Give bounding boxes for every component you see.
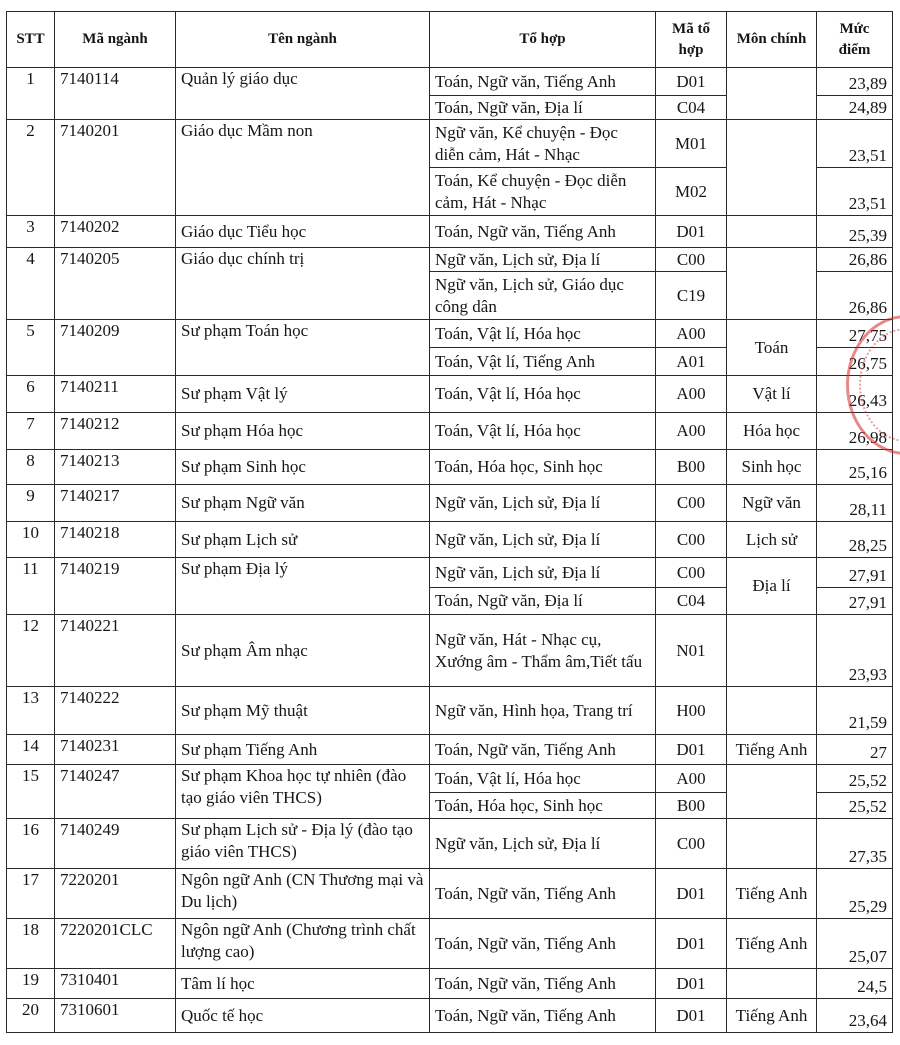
row-combination: Ngữ văn, Kể chuyện - Đọc diễn cảm, Hát - Nhạc xyxy=(430,120,656,168)
row-combination-code: C00 xyxy=(656,485,727,522)
table-row xyxy=(7,485,893,522)
row-major-name: Sư phạm Tiếng Anh xyxy=(176,735,430,765)
header-main-subject: Môn chính xyxy=(727,12,817,68)
row-major-code: 7140209 xyxy=(55,320,176,376)
row-major-code: 7140222 xyxy=(55,687,176,735)
row-score: 23,93 xyxy=(817,615,893,687)
row-score: 26,86 xyxy=(817,248,893,272)
row-score: 23,89 xyxy=(817,68,893,96)
row-stt: 2 xyxy=(7,120,55,216)
row-major-code: 7140212 xyxy=(55,413,176,450)
table-row xyxy=(7,376,893,413)
row-stt: 20 xyxy=(7,999,55,1033)
row-major-code: 7140218 xyxy=(55,522,176,558)
row-combination: Toán, Ngữ văn, Tiếng Anh xyxy=(430,869,656,919)
row-score: 21,59 xyxy=(817,687,893,735)
row-major-name: Sư phạm Vật lý xyxy=(176,376,430,413)
row-combination-code: C19 xyxy=(656,272,727,320)
table-row xyxy=(7,216,893,248)
row-combination-code: D01 xyxy=(656,919,727,969)
table-row xyxy=(7,413,893,450)
row-major-name: Ngôn ngữ Anh (Chương trình chất lượng cao) xyxy=(176,919,430,969)
row-main-subject: Lịch sử xyxy=(727,522,817,558)
header-major-name: Tên ngành xyxy=(176,12,430,68)
row-major-name: Sư phạm Mỹ thuật xyxy=(176,687,430,735)
row-combination: Toán, Ngữ văn, Tiếng Anh xyxy=(430,735,656,765)
header-combination-code: Mã tổ hợp xyxy=(656,12,727,68)
table-row xyxy=(7,558,893,588)
row-stt: 14 xyxy=(7,735,55,765)
row-major-code: 7140231 xyxy=(55,735,176,765)
row-stt: 10 xyxy=(7,522,55,558)
row-main-subject xyxy=(727,969,817,999)
row-major-code: 7140201 xyxy=(55,120,176,216)
row-stt: 19 xyxy=(7,969,55,999)
row-score: 23,51 xyxy=(817,168,893,216)
row-main-subject: Tiếng Anh xyxy=(727,999,817,1033)
row-major-name: Sư phạm Ngữ văn xyxy=(176,485,430,522)
row-major-code: 7140205 xyxy=(55,248,176,320)
row-main-subject xyxy=(727,687,817,735)
row-main-subject xyxy=(727,765,817,819)
row-combination-code: A01 xyxy=(656,348,727,376)
row-score: 24,5 xyxy=(817,969,893,999)
row-major-name: Giáo dục Tiểu học xyxy=(176,216,430,248)
table-row xyxy=(7,320,893,348)
row-major-code: 7140213 xyxy=(55,450,176,485)
row-main-subject: Hóa học xyxy=(727,413,817,450)
row-combination-code: B00 xyxy=(656,450,727,485)
row-main-subject: Tiếng Anh xyxy=(727,735,817,765)
row-combination: Toán, Ngữ văn, Địa lí xyxy=(430,588,656,615)
row-score: 25,29 xyxy=(817,869,893,919)
row-combination: Toán, Ngữ văn, Tiếng Anh xyxy=(430,216,656,248)
row-major-code: 7310401 xyxy=(55,969,176,999)
row-combination: Ngữ văn, Hình họa, Trang trí xyxy=(430,687,656,735)
table-row xyxy=(7,450,893,485)
table-row xyxy=(7,615,893,687)
row-stt: 5 xyxy=(7,320,55,376)
row-main-subject: Toán xyxy=(727,320,817,376)
row-score: 26,75 xyxy=(817,348,893,376)
row-major-name: Sư phạm Lịch sử xyxy=(176,522,430,558)
row-major-code: 7140211 xyxy=(55,376,176,413)
row-combination: Ngữ văn, Lịch sử, Địa lí xyxy=(430,819,656,869)
row-score: 27,75 xyxy=(817,320,893,348)
table-row xyxy=(7,869,893,919)
row-major-name: Sư phạm Toán học xyxy=(176,320,430,376)
row-combination-code: D01 xyxy=(656,969,727,999)
table-row xyxy=(7,969,893,999)
row-major-code: 7140249 xyxy=(55,819,176,869)
row-combination-code: D01 xyxy=(656,869,727,919)
row-major-code: 7140221 xyxy=(55,615,176,687)
row-main-subject: Tiếng Anh xyxy=(727,919,817,969)
row-major-code: 7310601 xyxy=(55,999,176,1033)
row-main-subject: Tiếng Anh xyxy=(727,869,817,919)
row-combination-code: A00 xyxy=(656,765,727,793)
row-major-code: 7140247 xyxy=(55,765,176,819)
row-combination: Toán, Vật lí, Hóa học xyxy=(430,320,656,348)
row-combination-code: D01 xyxy=(656,216,727,248)
row-combination-code: B00 xyxy=(656,793,727,819)
row-combination-code: M02 xyxy=(656,168,727,216)
row-main-subject xyxy=(727,819,817,869)
row-major-name: Sư phạm Lịch sử - Địa lý (đào tạo giáo viên THCS) xyxy=(176,819,430,869)
row-combination: Toán, Ngữ văn, Tiếng Anh xyxy=(430,999,656,1033)
row-major-name: Sư phạm Hóa học xyxy=(176,413,430,450)
row-main-subject: Vật lí xyxy=(727,376,817,413)
row-major-name: Quốc tế học xyxy=(176,999,430,1033)
row-major-code: 7140219 xyxy=(55,558,176,615)
row-major-name: Sư phạm Âm nhạc xyxy=(176,615,430,687)
row-major-name: Giáo dục Mầm non xyxy=(176,120,430,216)
header-major-code: Mã ngành xyxy=(55,12,176,68)
row-combination: Toán, Hóa học, Sinh học xyxy=(430,793,656,819)
row-stt: 12 xyxy=(7,615,55,687)
row-main-subject: Ngữ văn xyxy=(727,485,817,522)
row-stt: 9 xyxy=(7,485,55,522)
row-major-name: Sư phạm Sinh học xyxy=(176,450,430,485)
row-combination: Toán, Ngữ văn, Tiếng Anh xyxy=(430,68,656,96)
admission-score-table xyxy=(6,11,893,1033)
header-stt: STT xyxy=(7,12,55,68)
row-major-name: Sư phạm Khoa học tự nhiên (đào tạo giáo viên THCS) xyxy=(176,765,430,819)
row-major-name: Ngôn ngữ Anh (CN Thương mại và Du lịch) xyxy=(176,869,430,919)
row-combination-code: N01 xyxy=(656,615,727,687)
row-combination: Ngữ văn, Lịch sử, Địa lí xyxy=(430,485,656,522)
row-major-code: 7140217 xyxy=(55,485,176,522)
row-main-subject xyxy=(727,68,817,120)
table-row xyxy=(7,819,893,869)
row-combination-code: M01 xyxy=(656,120,727,168)
row-major-code: 7140202 xyxy=(55,216,176,248)
row-combination: Ngữ văn, Lịch sử, Giáo dục công dân xyxy=(430,272,656,320)
row-main-subject xyxy=(727,216,817,248)
row-stt: 11 xyxy=(7,558,55,615)
row-combination-code: C00 xyxy=(656,248,727,272)
row-combination-code: D01 xyxy=(656,735,727,765)
row-stt: 17 xyxy=(7,869,55,919)
row-combination: Toán, Vật lí, Hóa học xyxy=(430,376,656,413)
row-combination-code: A00 xyxy=(656,320,727,348)
row-score: 25,07 xyxy=(817,919,893,969)
row-combination-code: D01 xyxy=(656,999,727,1033)
row-combination: Ngữ văn, Lịch sử, Địa lí xyxy=(430,558,656,588)
table-row xyxy=(7,120,893,168)
row-main-subject xyxy=(727,120,817,216)
row-combination-code: C04 xyxy=(656,588,727,615)
row-combination-code: C00 xyxy=(656,819,727,869)
table-row xyxy=(7,687,893,735)
row-score: 26,86 xyxy=(817,272,893,320)
row-major-name: Tâm lí học xyxy=(176,969,430,999)
row-stt: 6 xyxy=(7,376,55,413)
row-combination-code: H00 xyxy=(656,687,727,735)
row-score: 24,89 xyxy=(817,96,893,120)
row-major-code: 7140114 xyxy=(55,68,176,120)
row-stt: 1 xyxy=(7,68,55,120)
row-major-code: 7220201 xyxy=(55,869,176,919)
row-score: 26,98 xyxy=(817,413,893,450)
table-row xyxy=(7,765,893,793)
row-score: 26,43 xyxy=(817,376,893,413)
row-stt: 18 xyxy=(7,919,55,969)
row-combination: Toán, Vật lí, Hóa học xyxy=(430,765,656,793)
row-combination: Ngữ văn, Hát - Nhạc cụ, Xướng âm - Thẩm âm,Tiết tấu xyxy=(430,615,656,687)
row-combination: Toán, Kể chuyện - Đọc diễn cảm, Hát - Nhạc xyxy=(430,168,656,216)
row-combination: Toán, Vật lí, Tiếng Anh xyxy=(430,348,656,376)
row-stt: 15 xyxy=(7,765,55,819)
table-row xyxy=(7,522,893,558)
row-score: 23,51 xyxy=(817,120,893,168)
row-major-name: Quản lý giáo dục xyxy=(176,68,430,120)
row-combination: Toán, Hóa học, Sinh học xyxy=(430,450,656,485)
row-score: 25,52 xyxy=(817,793,893,819)
table-body xyxy=(7,68,893,1033)
row-combination-code: C04 xyxy=(656,96,727,120)
row-stt: 16 xyxy=(7,819,55,869)
row-score: 25,39 xyxy=(817,216,893,248)
row-score: 28,11 xyxy=(817,485,893,522)
row-score: 25,16 xyxy=(817,450,893,485)
table-header xyxy=(7,12,893,68)
row-combination: Toán, Ngữ văn, Tiếng Anh xyxy=(430,919,656,969)
row-score: 27 xyxy=(817,735,893,765)
row-stt: 8 xyxy=(7,450,55,485)
row-main-subject xyxy=(727,615,817,687)
row-stt: 3 xyxy=(7,216,55,248)
row-stt: 13 xyxy=(7,687,55,735)
row-combination: Toán, Vật lí, Hóa học xyxy=(430,413,656,450)
row-major-code: 7220201CLC xyxy=(55,919,176,969)
row-combination: Toán, Ngữ văn, Địa lí xyxy=(430,96,656,120)
row-score: 23,64 xyxy=(817,999,893,1033)
row-combination-code: A00 xyxy=(656,413,727,450)
row-combination-code: D01 xyxy=(656,68,727,96)
table-row xyxy=(7,919,893,969)
row-combination: Ngữ văn, Lịch sử, Địa lí xyxy=(430,522,656,558)
row-major-name: Sư phạm Địa lý xyxy=(176,558,430,615)
table-row xyxy=(7,999,893,1033)
row-score: 27,91 xyxy=(817,588,893,615)
row-main-subject: Sinh học xyxy=(727,450,817,485)
row-combination-code: C00 xyxy=(656,558,727,588)
row-combination-code: A00 xyxy=(656,376,727,413)
row-main-subject: Địa lí xyxy=(727,558,817,615)
row-stt: 4 xyxy=(7,248,55,320)
table-row xyxy=(7,248,893,272)
row-score: 27,35 xyxy=(817,819,893,869)
table-row xyxy=(7,735,893,765)
row-score: 27,91 xyxy=(817,558,893,588)
row-score: 25,52 xyxy=(817,765,893,793)
row-combination-code: C00 xyxy=(656,522,727,558)
table-row xyxy=(7,68,893,96)
row-combination: Ngữ văn, Lịch sử, Địa lí xyxy=(430,248,656,272)
header-score: Mức điểm xyxy=(817,12,893,68)
row-score: 28,25 xyxy=(817,522,893,558)
row-main-subject xyxy=(727,248,817,320)
header-combination: Tổ hợp xyxy=(430,12,656,68)
row-major-name: Giáo dục chính trị xyxy=(176,248,430,320)
row-combination: Toán, Ngữ văn, Tiếng Anh xyxy=(430,969,656,999)
row-stt: 7 xyxy=(7,413,55,450)
